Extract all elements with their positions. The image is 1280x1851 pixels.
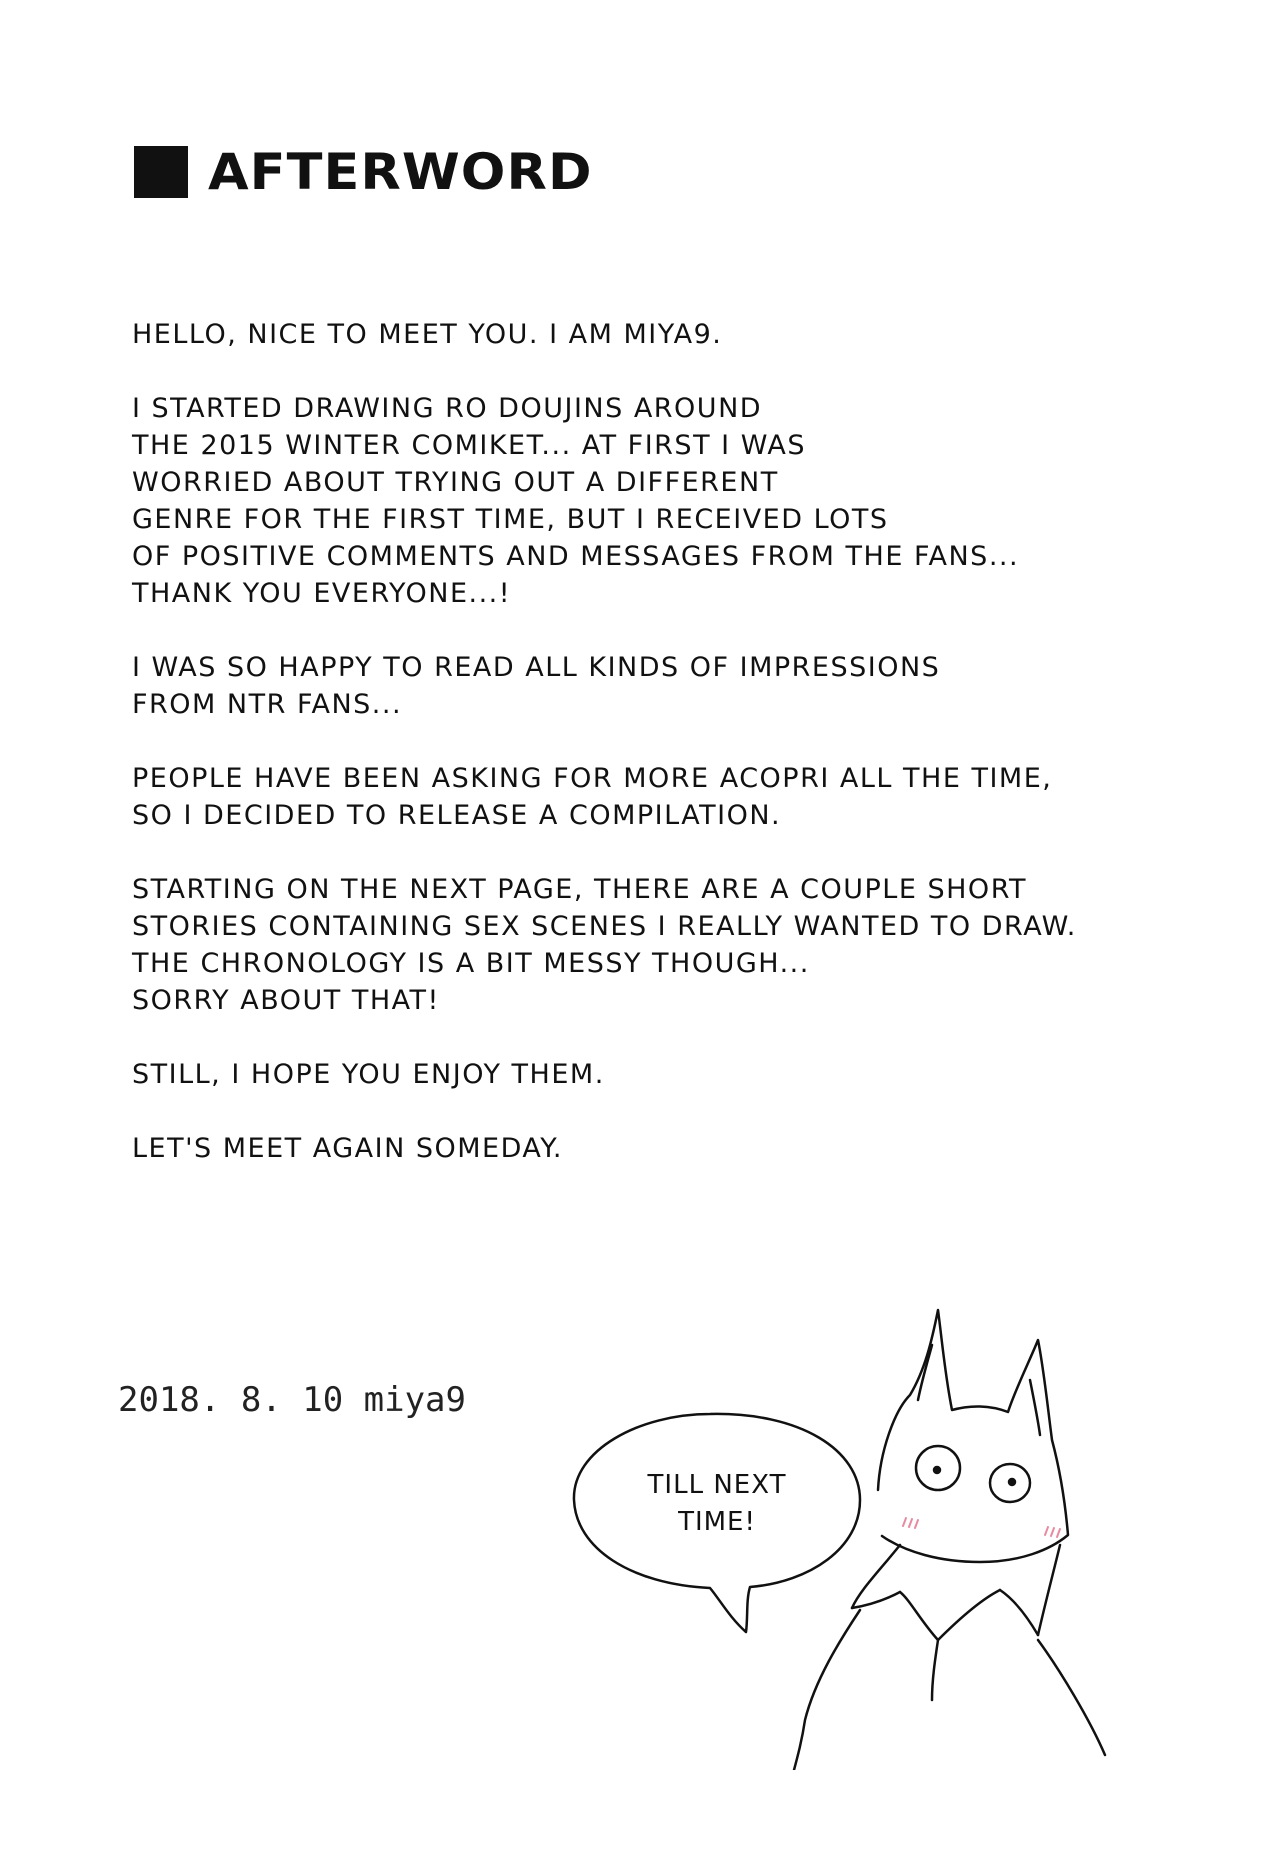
text-line: HELLO, NICE TO MEET YOU. I AM MIYA9. <box>132 319 723 350</box>
paragraph-compilation <box>132 760 1192 834</box>
afterword-body <box>132 316 1192 1204</box>
text-line: I STARTED DRAWING RO DOUJINS AROUND <box>132 393 763 424</box>
speech-bubble-line-2: TIME! <box>678 1507 756 1537</box>
cat-body <box>794 1545 1105 1770</box>
text-line: THANK YOU EVERYONE...! <box>132 578 512 609</box>
signature-date: 2018. 8. 10 miya9 <box>118 1380 466 1420</box>
title-row <box>134 142 593 202</box>
speech-bubble-line-1: TILL NEXT <box>647 1470 787 1500</box>
paragraph-farewell <box>132 1130 1192 1167</box>
text-line: SO I DECIDED TO RELEASE A COMPILATION. <box>132 800 782 831</box>
black-square-icon <box>134 146 188 198</box>
text-line: THE CHRONOLOGY IS A BIT MESSY THOUGH... <box>132 948 810 979</box>
text-line: FROM NTR FANS... <box>132 689 403 720</box>
text-line: PEOPLE HAVE BEEN ASKING FOR MORE ACOPRI ALL THE TIME, <box>132 763 1053 794</box>
text-line: LET'S MEET AGAIN SOMEDAY. <box>132 1133 563 1164</box>
text-line: STORIES CONTAINING SEX SCENES I REALLY WANTED TO DRAW. <box>132 911 1077 942</box>
paragraph-greeting <box>132 316 1192 353</box>
text-line: STILL, I HOPE YOU ENJOY THEM. <box>132 1059 605 1090</box>
paragraph-history <box>132 390 1192 612</box>
paragraph-impressions <box>132 649 1192 723</box>
paragraph-enjoy <box>132 1056 1192 1093</box>
speech-bubble <box>574 1414 860 1632</box>
text-line: SORRY ABOUT THAT! <box>132 985 440 1016</box>
paragraph-stories <box>132 871 1192 1019</box>
text-line: STARTING ON THE NEXT PAGE, THERE ARE A COUPLE SHORT <box>132 874 1027 905</box>
page-title: AFTERWORD <box>208 143 593 201</box>
text-line: THE 2015 WINTER COMIKET... AT FIRST I WAS <box>132 430 807 461</box>
text-line: WORRIED ABOUT TRYING OUT A DIFFERENT <box>132 467 779 498</box>
text-line: GENRE FOR THE FIRST TIME, BUT I RECEIVED LOTS <box>132 504 889 535</box>
cat-character-drawing <box>560 1300 1120 1770</box>
text-line: OF POSITIVE COMMENTS AND MESSAGES FROM THE FANS... <box>132 541 1020 572</box>
text-line: I WAS SO HAPPY TO READ ALL KINDS OF IMPRESSIONS <box>132 652 941 683</box>
blush-marks <box>903 1518 1060 1537</box>
cat-head <box>878 1310 1068 1562</box>
